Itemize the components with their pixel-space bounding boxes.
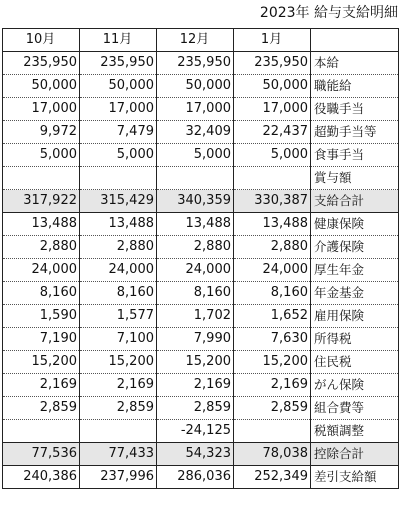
amount-cell xyxy=(234,167,311,190)
deduction-row xyxy=(3,328,399,351)
amount-cell: 235,950 xyxy=(3,52,80,75)
amount-cell: 1,590 xyxy=(3,305,80,328)
income-row xyxy=(3,121,399,144)
item-label: 役職手当 xyxy=(311,98,399,121)
deduction-row xyxy=(3,397,399,420)
item-label: 職能給 xyxy=(311,75,399,98)
income-total-row xyxy=(3,190,399,213)
amount-cell: 22,437 xyxy=(234,121,311,144)
amount-cell: 1,702 xyxy=(157,305,234,328)
amount-cell: 2,880 xyxy=(157,236,234,259)
amount-cell: 77,536 xyxy=(3,443,80,466)
amount-cell: 2,169 xyxy=(80,374,157,397)
amount-cell: 286,036 xyxy=(157,466,234,489)
amount-cell: 2,169 xyxy=(3,374,80,397)
amount-cell: 330,387 xyxy=(234,190,311,213)
amount-cell: 24,000 xyxy=(80,259,157,282)
amount-cell: 77,433 xyxy=(80,443,157,466)
amount-cell: 50,000 xyxy=(3,75,80,98)
deduction-row xyxy=(3,259,399,282)
amount-cell: 8,160 xyxy=(234,282,311,305)
amount-cell: 17,000 xyxy=(234,98,311,121)
amount-cell: 54,323 xyxy=(157,443,234,466)
amount-cell: 50,000 xyxy=(157,75,234,98)
item-header xyxy=(311,29,399,52)
amount-cell xyxy=(157,167,234,190)
amount-cell: 24,000 xyxy=(157,259,234,282)
amount-cell: 15,200 xyxy=(234,351,311,374)
amount-cell: 17,000 xyxy=(80,98,157,121)
amount-cell: 252,349 xyxy=(234,466,311,489)
item-label: 年金基金 xyxy=(311,282,399,305)
net-pay-row xyxy=(3,466,399,489)
amount-cell: 317,922 xyxy=(3,190,80,213)
item-label: 税額調整 xyxy=(311,420,399,443)
item-label: 厚生年金 xyxy=(311,259,399,282)
amount-cell: 1,577 xyxy=(80,305,157,328)
amount-cell: 315,429 xyxy=(80,190,157,213)
amount-cell: 24,000 xyxy=(3,259,80,282)
page-title: 2023年 給与支給明細 xyxy=(259,5,398,21)
amount-cell: 8,160 xyxy=(3,282,80,305)
amount-cell: 15,200 xyxy=(157,351,234,374)
item-label: 住民税 xyxy=(311,351,399,374)
amount-cell: 2,169 xyxy=(157,374,234,397)
amount-cell: 7,190 xyxy=(3,328,80,351)
amount-cell xyxy=(80,167,157,190)
deduction-row xyxy=(3,282,399,305)
amount-cell: -24,125 xyxy=(157,420,234,443)
deduction-row xyxy=(3,420,399,443)
amount-cell: 13,488 xyxy=(80,213,157,236)
month-header: 11月 xyxy=(80,29,157,52)
income-row xyxy=(3,98,399,121)
item-label: 本給 xyxy=(311,52,399,75)
item-label: 差引支給額 xyxy=(311,466,399,489)
amount-cell xyxy=(80,420,157,443)
amount-cell: 50,000 xyxy=(234,75,311,98)
amount-cell: 240,386 xyxy=(3,466,80,489)
item-label: 賞与額 xyxy=(311,167,399,190)
amount-cell: 7,479 xyxy=(80,121,157,144)
income-row xyxy=(3,144,399,167)
amount-cell: 2,859 xyxy=(234,397,311,420)
item-label: がん保険 xyxy=(311,374,399,397)
amount-cell: 237,996 xyxy=(80,466,157,489)
amount-cell: 7,990 xyxy=(157,328,234,351)
deduction-row xyxy=(3,213,399,236)
amount-cell: 50,000 xyxy=(80,75,157,98)
income-row xyxy=(3,75,399,98)
amount-cell: 2,859 xyxy=(157,397,234,420)
amount-cell: 15,200 xyxy=(3,351,80,374)
item-label: 組合費等 xyxy=(311,397,399,420)
amount-cell xyxy=(234,420,311,443)
amount-cell: 78,038 xyxy=(234,443,311,466)
item-label: 所得税 xyxy=(311,328,399,351)
amount-cell: 9,972 xyxy=(3,121,80,144)
amount-cell: 340,359 xyxy=(157,190,234,213)
month-header: 10月 xyxy=(3,29,80,52)
amount-cell: 5,000 xyxy=(234,144,311,167)
amount-cell: 8,160 xyxy=(80,282,157,305)
amount-cell xyxy=(3,167,80,190)
item-label: 支給合計 xyxy=(311,190,399,213)
item-label: 雇用保険 xyxy=(311,305,399,328)
month-header-row xyxy=(3,29,399,52)
amount-cell: 235,950 xyxy=(80,52,157,75)
amount-cell: 17,000 xyxy=(3,98,80,121)
amount-cell: 5,000 xyxy=(157,144,234,167)
amount-cell: 235,950 xyxy=(157,52,234,75)
amount-cell: 8,160 xyxy=(157,282,234,305)
table-body xyxy=(3,52,399,489)
amount-cell: 2,859 xyxy=(80,397,157,420)
amount-cell: 2,169 xyxy=(234,374,311,397)
amount-cell: 15,200 xyxy=(80,351,157,374)
month-header: 12月 xyxy=(157,29,234,52)
deduction-row xyxy=(3,351,399,374)
amount-cell: 2,880 xyxy=(3,236,80,259)
amount-cell: 7,630 xyxy=(234,328,311,351)
amount-cell: 13,488 xyxy=(3,213,80,236)
item-label: 食事手当 xyxy=(311,144,399,167)
amount-cell: 13,488 xyxy=(234,213,311,236)
amount-cell: 1,652 xyxy=(234,305,311,328)
amount-cell: 13,488 xyxy=(157,213,234,236)
amount-cell: 17,000 xyxy=(157,98,234,121)
amount-cell: 2,859 xyxy=(3,397,80,420)
deduction-row xyxy=(3,374,399,397)
item-label: 控除合計 xyxy=(311,443,399,466)
item-label: 介護保険 xyxy=(311,236,399,259)
payslip-table xyxy=(2,28,399,489)
amount-cell: 32,409 xyxy=(157,121,234,144)
amount-cell: 7,100 xyxy=(80,328,157,351)
amount-cell: 2,880 xyxy=(234,236,311,259)
deduction-row xyxy=(3,236,399,259)
amount-cell: 235,950 xyxy=(234,52,311,75)
income-row xyxy=(3,52,399,75)
income-row xyxy=(3,167,399,190)
amount-cell: 2,880 xyxy=(80,236,157,259)
item-label: 健康保険 xyxy=(311,213,399,236)
deduction-total-row xyxy=(3,443,399,466)
amount-cell: 24,000 xyxy=(234,259,311,282)
item-label: 超勤手当等 xyxy=(311,121,399,144)
amount-cell: 5,000 xyxy=(3,144,80,167)
month-header: 1月 xyxy=(234,29,311,52)
amount-cell: 5,000 xyxy=(80,144,157,167)
amount-cell xyxy=(3,420,80,443)
deduction-row xyxy=(3,305,399,328)
